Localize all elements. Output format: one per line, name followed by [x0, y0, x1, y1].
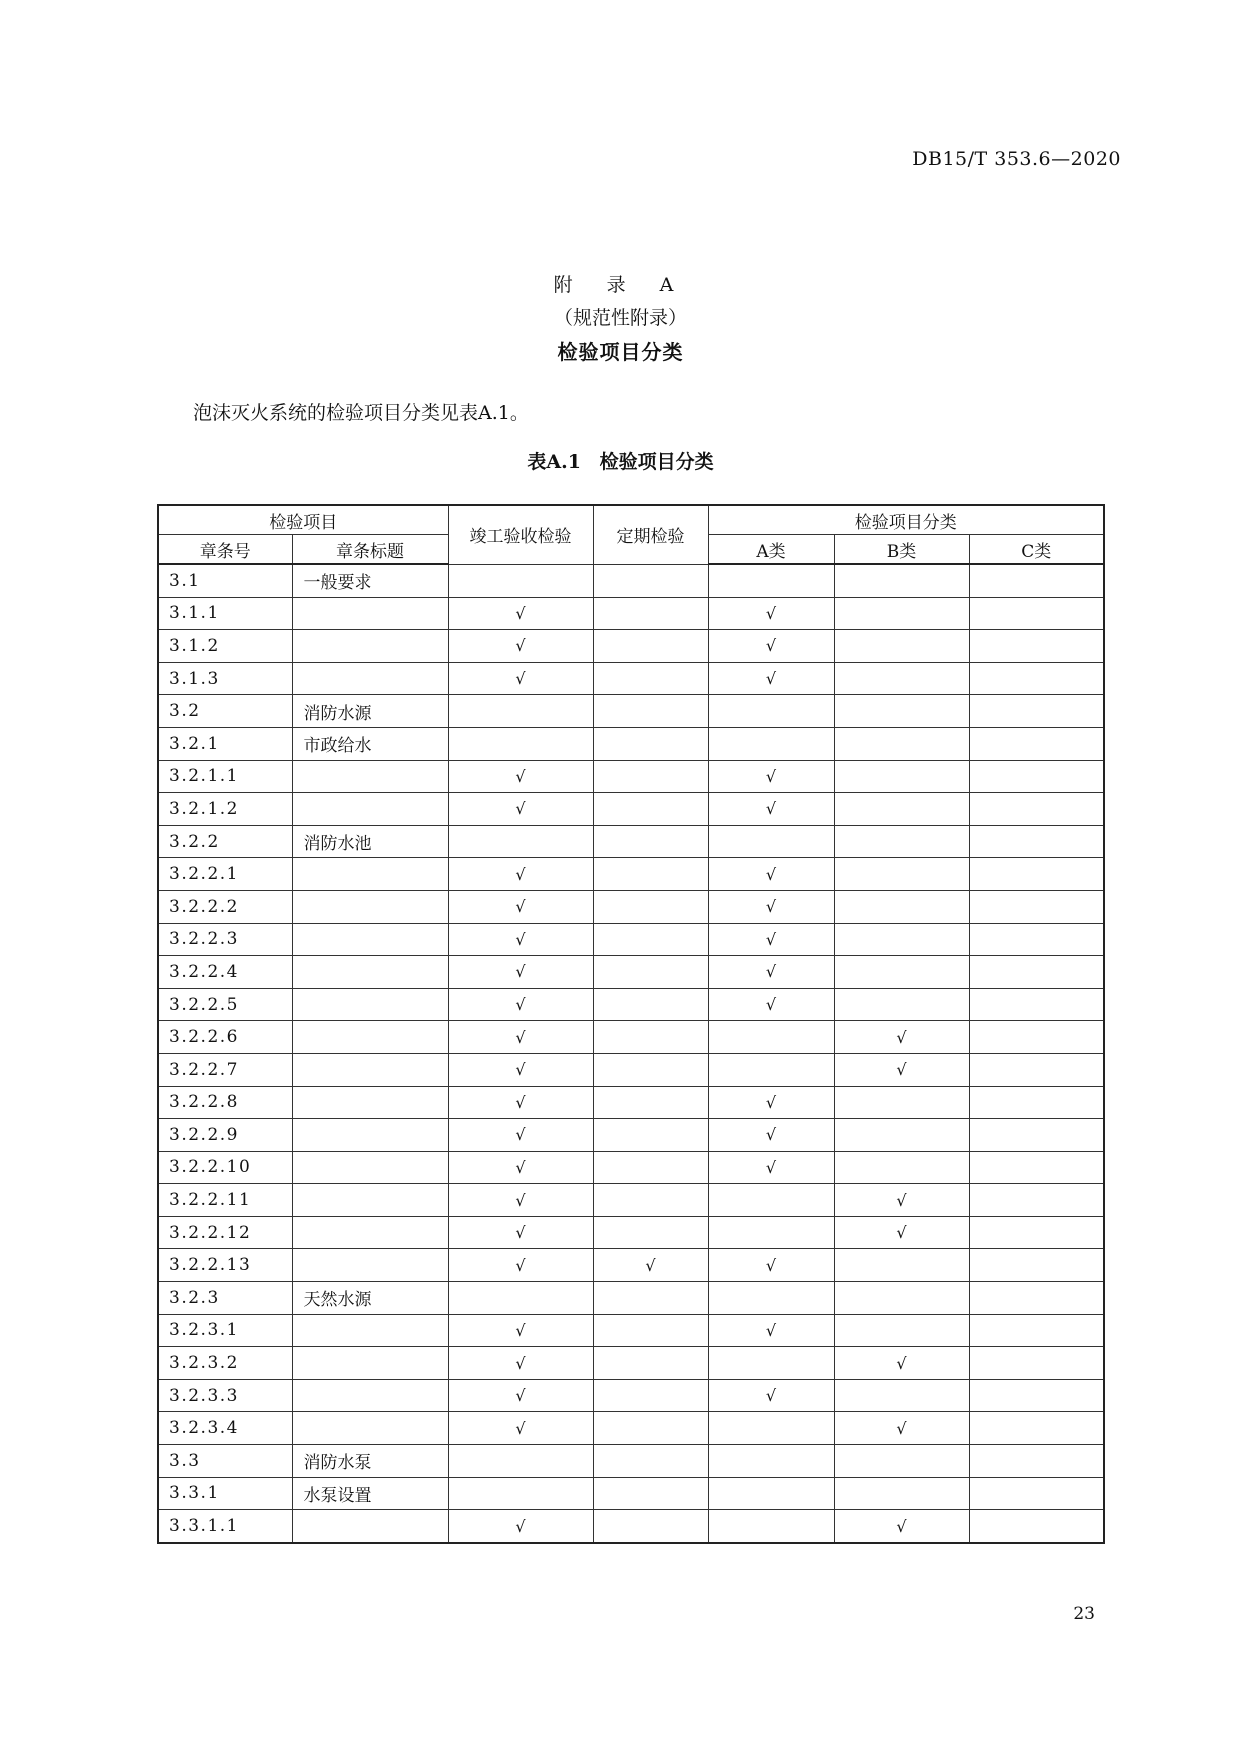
table-row — [158, 825, 1104, 858]
periodic-check-cell — [593, 1053, 708, 1086]
periodic-check-cell: √ — [593, 1249, 708, 1282]
periodic-check-cell — [593, 760, 708, 793]
category-c-cell — [969, 1119, 1104, 1152]
completion-check-cell — [448, 825, 593, 858]
clause-number-cell: 3.3.1.1 — [158, 1510, 292, 1543]
category-a-cell — [708, 1412, 834, 1445]
completion-check-cell: √ — [448, 1249, 593, 1282]
completion-check-cell: √ — [448, 858, 593, 891]
category-a-cell — [708, 695, 834, 728]
table-row — [158, 1314, 1104, 1347]
category-c-cell — [969, 727, 1104, 760]
clause-number-cell: 3.2.2.13 — [158, 1249, 292, 1282]
category-b-cell — [834, 1445, 969, 1478]
clause-title-cell — [292, 1347, 448, 1380]
completion-check-cell: √ — [448, 1086, 593, 1119]
appendix-title: 附 录 A — [553, 274, 688, 296]
category-b-cell — [834, 760, 969, 793]
inspection-table — [157, 504, 1105, 1544]
clause-number-cell: 3.2.3 — [158, 1282, 292, 1315]
periodic-check-cell — [593, 564, 708, 597]
category-b-cell — [834, 597, 969, 630]
periodic-check-cell — [593, 1445, 708, 1478]
category-c-cell — [969, 1477, 1104, 1510]
clause-number-cell: 3.2.2.12 — [158, 1216, 292, 1249]
clause-title-cell: 消防水泵 — [292, 1445, 448, 1478]
periodic-check-cell — [593, 630, 708, 663]
clause-title-cell — [292, 1053, 448, 1086]
clause-title-cell — [292, 1314, 448, 1347]
table-row — [158, 1119, 1104, 1152]
clause-title-cell — [292, 1412, 448, 1445]
category-b-cell: √ — [834, 1412, 969, 1445]
table-row — [158, 695, 1104, 728]
category-b-cell — [834, 858, 969, 891]
table-row — [158, 1282, 1104, 1315]
completion-check-cell: √ — [448, 1021, 593, 1054]
category-a-cell: √ — [708, 597, 834, 630]
category-b-cell — [834, 1249, 969, 1282]
category-b-cell — [834, 1379, 969, 1412]
completion-check-cell: √ — [448, 1053, 593, 1086]
table-row — [158, 923, 1104, 956]
category-c-cell — [969, 1379, 1104, 1412]
category-b-cell — [834, 1119, 969, 1152]
category-b-cell: √ — [834, 1347, 969, 1380]
category-a-cell: √ — [708, 1151, 834, 1184]
category-c-cell — [969, 1282, 1104, 1315]
table-row — [158, 1021, 1104, 1054]
periodic-check-cell — [593, 1412, 708, 1445]
category-a-cell — [708, 1053, 834, 1086]
table-row — [158, 1249, 1104, 1282]
header-periodic-inspection: 定期检验 — [593, 505, 708, 564]
clause-number-cell: 3.2.3.2 — [158, 1347, 292, 1380]
category-a-cell: √ — [708, 793, 834, 826]
clause-number-cell: 3.2.2.8 — [158, 1086, 292, 1119]
clause-number-cell: 3.1.2 — [158, 630, 292, 663]
periodic-check-cell — [593, 1184, 708, 1217]
category-a-cell: √ — [708, 1314, 834, 1347]
category-b-cell: √ — [834, 1510, 969, 1543]
category-c-cell — [969, 1249, 1104, 1282]
header-clause-title: 章条标题 — [292, 535, 448, 565]
clause-title-cell — [292, 1184, 448, 1217]
category-c-cell — [969, 988, 1104, 1021]
periodic-check-cell — [593, 662, 708, 695]
table-row — [158, 1184, 1104, 1217]
category-c-cell — [969, 1347, 1104, 1380]
clause-number-cell: 3.2.2.4 — [158, 956, 292, 989]
periodic-check-cell — [593, 1347, 708, 1380]
table-row — [158, 1086, 1104, 1119]
clause-title-cell — [292, 1086, 448, 1119]
page-number: 23 — [1073, 1604, 1095, 1624]
category-b-cell — [834, 695, 969, 728]
table-title: 检验项目分类 — [599, 451, 714, 473]
standard-code: DB15/T 353.6—2020 — [912, 148, 1121, 170]
completion-check-cell: √ — [448, 1216, 593, 1249]
completion-check-cell: √ — [448, 923, 593, 956]
periodic-check-cell — [593, 988, 708, 1021]
clause-title-cell — [292, 1216, 448, 1249]
category-a-cell — [708, 1184, 834, 1217]
completion-check-cell: √ — [448, 1347, 593, 1380]
category-a-cell: √ — [708, 662, 834, 695]
category-a-cell — [708, 1510, 834, 1543]
table-row — [158, 1412, 1104, 1445]
clause-number-cell: 3.2 — [158, 695, 292, 728]
clause-number-cell: 3.2.3.4 — [158, 1412, 292, 1445]
clause-number-cell: 3.2.2.9 — [158, 1119, 292, 1152]
clause-title-cell: 市政给水 — [292, 727, 448, 760]
table-row — [158, 793, 1104, 826]
clause-number-cell: 3.2.2.1 — [158, 858, 292, 891]
category-b-cell — [834, 1477, 969, 1510]
header-completion-inspection: 竣工验收检验 — [448, 505, 593, 564]
category-c-cell — [969, 630, 1104, 663]
clause-title-cell — [292, 1021, 448, 1054]
completion-check-cell: √ — [448, 630, 593, 663]
periodic-check-cell — [593, 1119, 708, 1152]
category-c-cell — [969, 923, 1104, 956]
completion-check-cell — [448, 695, 593, 728]
category-a-cell — [708, 1445, 834, 1478]
table-row — [158, 662, 1104, 695]
category-b-cell — [834, 890, 969, 923]
completion-check-cell: √ — [448, 1184, 593, 1217]
periodic-check-cell — [593, 1510, 708, 1543]
category-c-cell — [969, 1445, 1104, 1478]
periodic-check-cell — [593, 1151, 708, 1184]
periodic-check-cell — [593, 923, 708, 956]
header-clause-no: 章条号 — [158, 535, 292, 565]
clause-number-cell: 3.2.2 — [158, 825, 292, 858]
clause-number-cell: 3.2.1.2 — [158, 793, 292, 826]
table-row — [158, 1510, 1104, 1543]
table-header-row — [158, 505, 1104, 535]
completion-check-cell: √ — [448, 988, 593, 1021]
appendix-name: 检验项目分类 — [557, 340, 684, 364]
periodic-check-cell — [593, 793, 708, 826]
table-row — [158, 890, 1104, 923]
category-b-cell — [834, 1282, 969, 1315]
category-c-cell — [969, 760, 1104, 793]
clause-number-cell: 3.1.3 — [158, 662, 292, 695]
category-a-cell: √ — [708, 923, 834, 956]
clause-title-cell: 水泵设置 — [292, 1477, 448, 1510]
category-a-cell — [708, 1021, 834, 1054]
category-c-cell — [969, 662, 1104, 695]
completion-check-cell: √ — [448, 890, 593, 923]
category-b-cell: √ — [834, 1216, 969, 1249]
clause-number-cell: 3.2.2.5 — [158, 988, 292, 1021]
category-a-cell: √ — [708, 858, 834, 891]
table-row — [158, 988, 1104, 1021]
completion-check-cell — [448, 727, 593, 760]
clause-number-cell: 3.2.2.3 — [158, 923, 292, 956]
table-caption — [0, 447, 1241, 474]
header-category-c: C类 — [969, 535, 1104, 565]
category-c-cell — [969, 890, 1104, 923]
category-b-cell — [834, 1151, 969, 1184]
table-row — [158, 1216, 1104, 1249]
category-a-cell — [708, 564, 834, 597]
completion-check-cell: √ — [448, 1412, 593, 1445]
completion-check-cell: √ — [448, 1379, 593, 1412]
category-b-cell — [834, 923, 969, 956]
category-a-cell: √ — [708, 1119, 834, 1152]
category-a-cell — [708, 825, 834, 858]
table-row — [158, 564, 1104, 597]
clause-title-cell — [292, 988, 448, 1021]
clause-number-cell: 3.2.3.3 — [158, 1379, 292, 1412]
clause-title-cell — [292, 662, 448, 695]
clause-title-cell: 消防水池 — [292, 825, 448, 858]
category-c-cell — [969, 956, 1104, 989]
table-row — [158, 727, 1104, 760]
category-c-cell — [969, 1314, 1104, 1347]
category-c-cell — [969, 1216, 1104, 1249]
clause-title-cell — [292, 630, 448, 663]
category-b-cell — [834, 662, 969, 695]
clause-title-cell — [292, 1151, 448, 1184]
category-a-cell — [708, 727, 834, 760]
category-a-cell: √ — [708, 956, 834, 989]
clause-title-cell: 消防水源 — [292, 695, 448, 728]
clause-number-cell: 3.3 — [158, 1445, 292, 1478]
completion-check-cell: √ — [448, 1151, 593, 1184]
clause-title-cell — [292, 956, 448, 989]
category-a-cell: √ — [708, 760, 834, 793]
completion-check-cell: √ — [448, 1510, 593, 1543]
table-row — [158, 1053, 1104, 1086]
completion-check-cell: √ — [448, 662, 593, 695]
table-number: 表A.1 — [527, 451, 581, 473]
category-b-cell — [834, 956, 969, 989]
category-a-cell: √ — [708, 1086, 834, 1119]
category-c-cell — [969, 1510, 1104, 1543]
category-c-cell — [969, 793, 1104, 826]
clause-number-cell: 3.2.2.10 — [158, 1151, 292, 1184]
category-b-cell — [834, 988, 969, 1021]
completion-check-cell — [448, 1282, 593, 1315]
clause-title-cell: 天然水源 — [292, 1282, 448, 1315]
clause-title-cell — [292, 1510, 448, 1543]
category-a-cell — [708, 1477, 834, 1510]
clause-title-cell — [292, 1379, 448, 1412]
completion-check-cell: √ — [448, 760, 593, 793]
category-c-cell — [969, 597, 1104, 630]
completion-check-cell: √ — [448, 1314, 593, 1347]
completion-check-cell: √ — [448, 597, 593, 630]
clause-title-cell — [292, 760, 448, 793]
clause-number-cell: 3.2.2.11 — [158, 1184, 292, 1217]
periodic-check-cell — [593, 1477, 708, 1510]
periodic-check-cell — [593, 858, 708, 891]
clause-number-cell: 3.2.1.1 — [158, 760, 292, 793]
category-a-cell: √ — [708, 1249, 834, 1282]
appendix-subtitle: （规范性附录） — [553, 307, 687, 329]
category-b-cell: √ — [834, 1053, 969, 1086]
category-c-cell — [969, 564, 1104, 597]
category-b-cell: √ — [834, 1184, 969, 1217]
category-c-cell — [969, 1412, 1104, 1445]
completion-check-cell: √ — [448, 1119, 593, 1152]
clause-title-cell — [292, 1249, 448, 1282]
periodic-check-cell — [593, 1216, 708, 1249]
clause-number-cell: 3.2.2.7 — [158, 1053, 292, 1086]
category-b-cell — [834, 793, 969, 826]
clause-title-cell — [292, 923, 448, 956]
category-a-cell: √ — [708, 890, 834, 923]
header-category-a: A类 — [708, 535, 834, 565]
category-c-cell — [969, 1151, 1104, 1184]
category-a-cell — [708, 1347, 834, 1380]
table-row — [158, 858, 1104, 891]
category-b-cell — [834, 1086, 969, 1119]
table-row — [158, 1445, 1104, 1478]
table-row — [158, 630, 1104, 663]
category-b-cell — [834, 1314, 969, 1347]
completion-check-cell — [448, 564, 593, 597]
category-b-cell — [834, 564, 969, 597]
clause-title-cell — [292, 793, 448, 826]
completion-check-cell: √ — [448, 793, 593, 826]
category-b-cell — [834, 825, 969, 858]
category-c-cell — [969, 825, 1104, 858]
category-a-cell: √ — [708, 1379, 834, 1412]
table-row — [158, 1477, 1104, 1510]
category-c-cell — [969, 858, 1104, 891]
periodic-check-cell — [593, 597, 708, 630]
periodic-check-cell — [593, 825, 708, 858]
clause-title-cell — [292, 858, 448, 891]
header-category-b: B类 — [834, 535, 969, 565]
periodic-check-cell — [593, 890, 708, 923]
clause-number-cell: 3.3.1 — [158, 1477, 292, 1510]
category-b-cell — [834, 727, 969, 760]
header-item-category: 检验项目分类 — [708, 505, 1104, 535]
category-b-cell: √ — [834, 1021, 969, 1054]
periodic-check-cell — [593, 956, 708, 989]
clause-title-cell: 一般要求 — [292, 564, 448, 597]
completion-check-cell — [448, 1445, 593, 1478]
periodic-check-cell — [593, 695, 708, 728]
table-row — [158, 1347, 1104, 1380]
table-body — [158, 564, 1104, 1543]
table-row — [158, 597, 1104, 630]
category-a-cell: √ — [708, 988, 834, 1021]
clause-title-cell — [292, 890, 448, 923]
category-c-cell — [969, 695, 1104, 728]
category-a-cell — [708, 1216, 834, 1249]
periodic-check-cell — [593, 1314, 708, 1347]
table-row — [158, 1379, 1104, 1412]
table-row — [158, 760, 1104, 793]
clause-number-cell: 3.1.1 — [158, 597, 292, 630]
clause-number-cell: 3.2.1 — [158, 727, 292, 760]
category-c-cell — [969, 1053, 1104, 1086]
clause-number-cell: 3.1 — [158, 564, 292, 597]
category-a-cell — [708, 1282, 834, 1315]
completion-check-cell: √ — [448, 956, 593, 989]
clause-number-cell: 3.2.2.2 — [158, 890, 292, 923]
intro-paragraph: 泡沫灭火系统的检验项目分类见表A.1。 — [193, 402, 529, 424]
table-row — [158, 956, 1104, 989]
clause-number-cell: 3.2.2.6 — [158, 1021, 292, 1054]
clause-title-cell — [292, 1119, 448, 1152]
periodic-check-cell — [593, 727, 708, 760]
table-row — [158, 1151, 1104, 1184]
clause-number-cell: 3.2.3.1 — [158, 1314, 292, 1347]
category-c-cell — [969, 1184, 1104, 1217]
category-c-cell — [969, 1021, 1104, 1054]
category-c-cell — [969, 1086, 1104, 1119]
completion-check-cell — [448, 1477, 593, 1510]
periodic-check-cell — [593, 1021, 708, 1054]
category-a-cell: √ — [708, 630, 834, 663]
header-inspection-item: 检验项目 — [158, 505, 448, 535]
periodic-check-cell — [593, 1282, 708, 1315]
clause-title-cell — [292, 597, 448, 630]
periodic-check-cell — [593, 1379, 708, 1412]
category-b-cell — [834, 630, 969, 663]
periodic-check-cell — [593, 1086, 708, 1119]
